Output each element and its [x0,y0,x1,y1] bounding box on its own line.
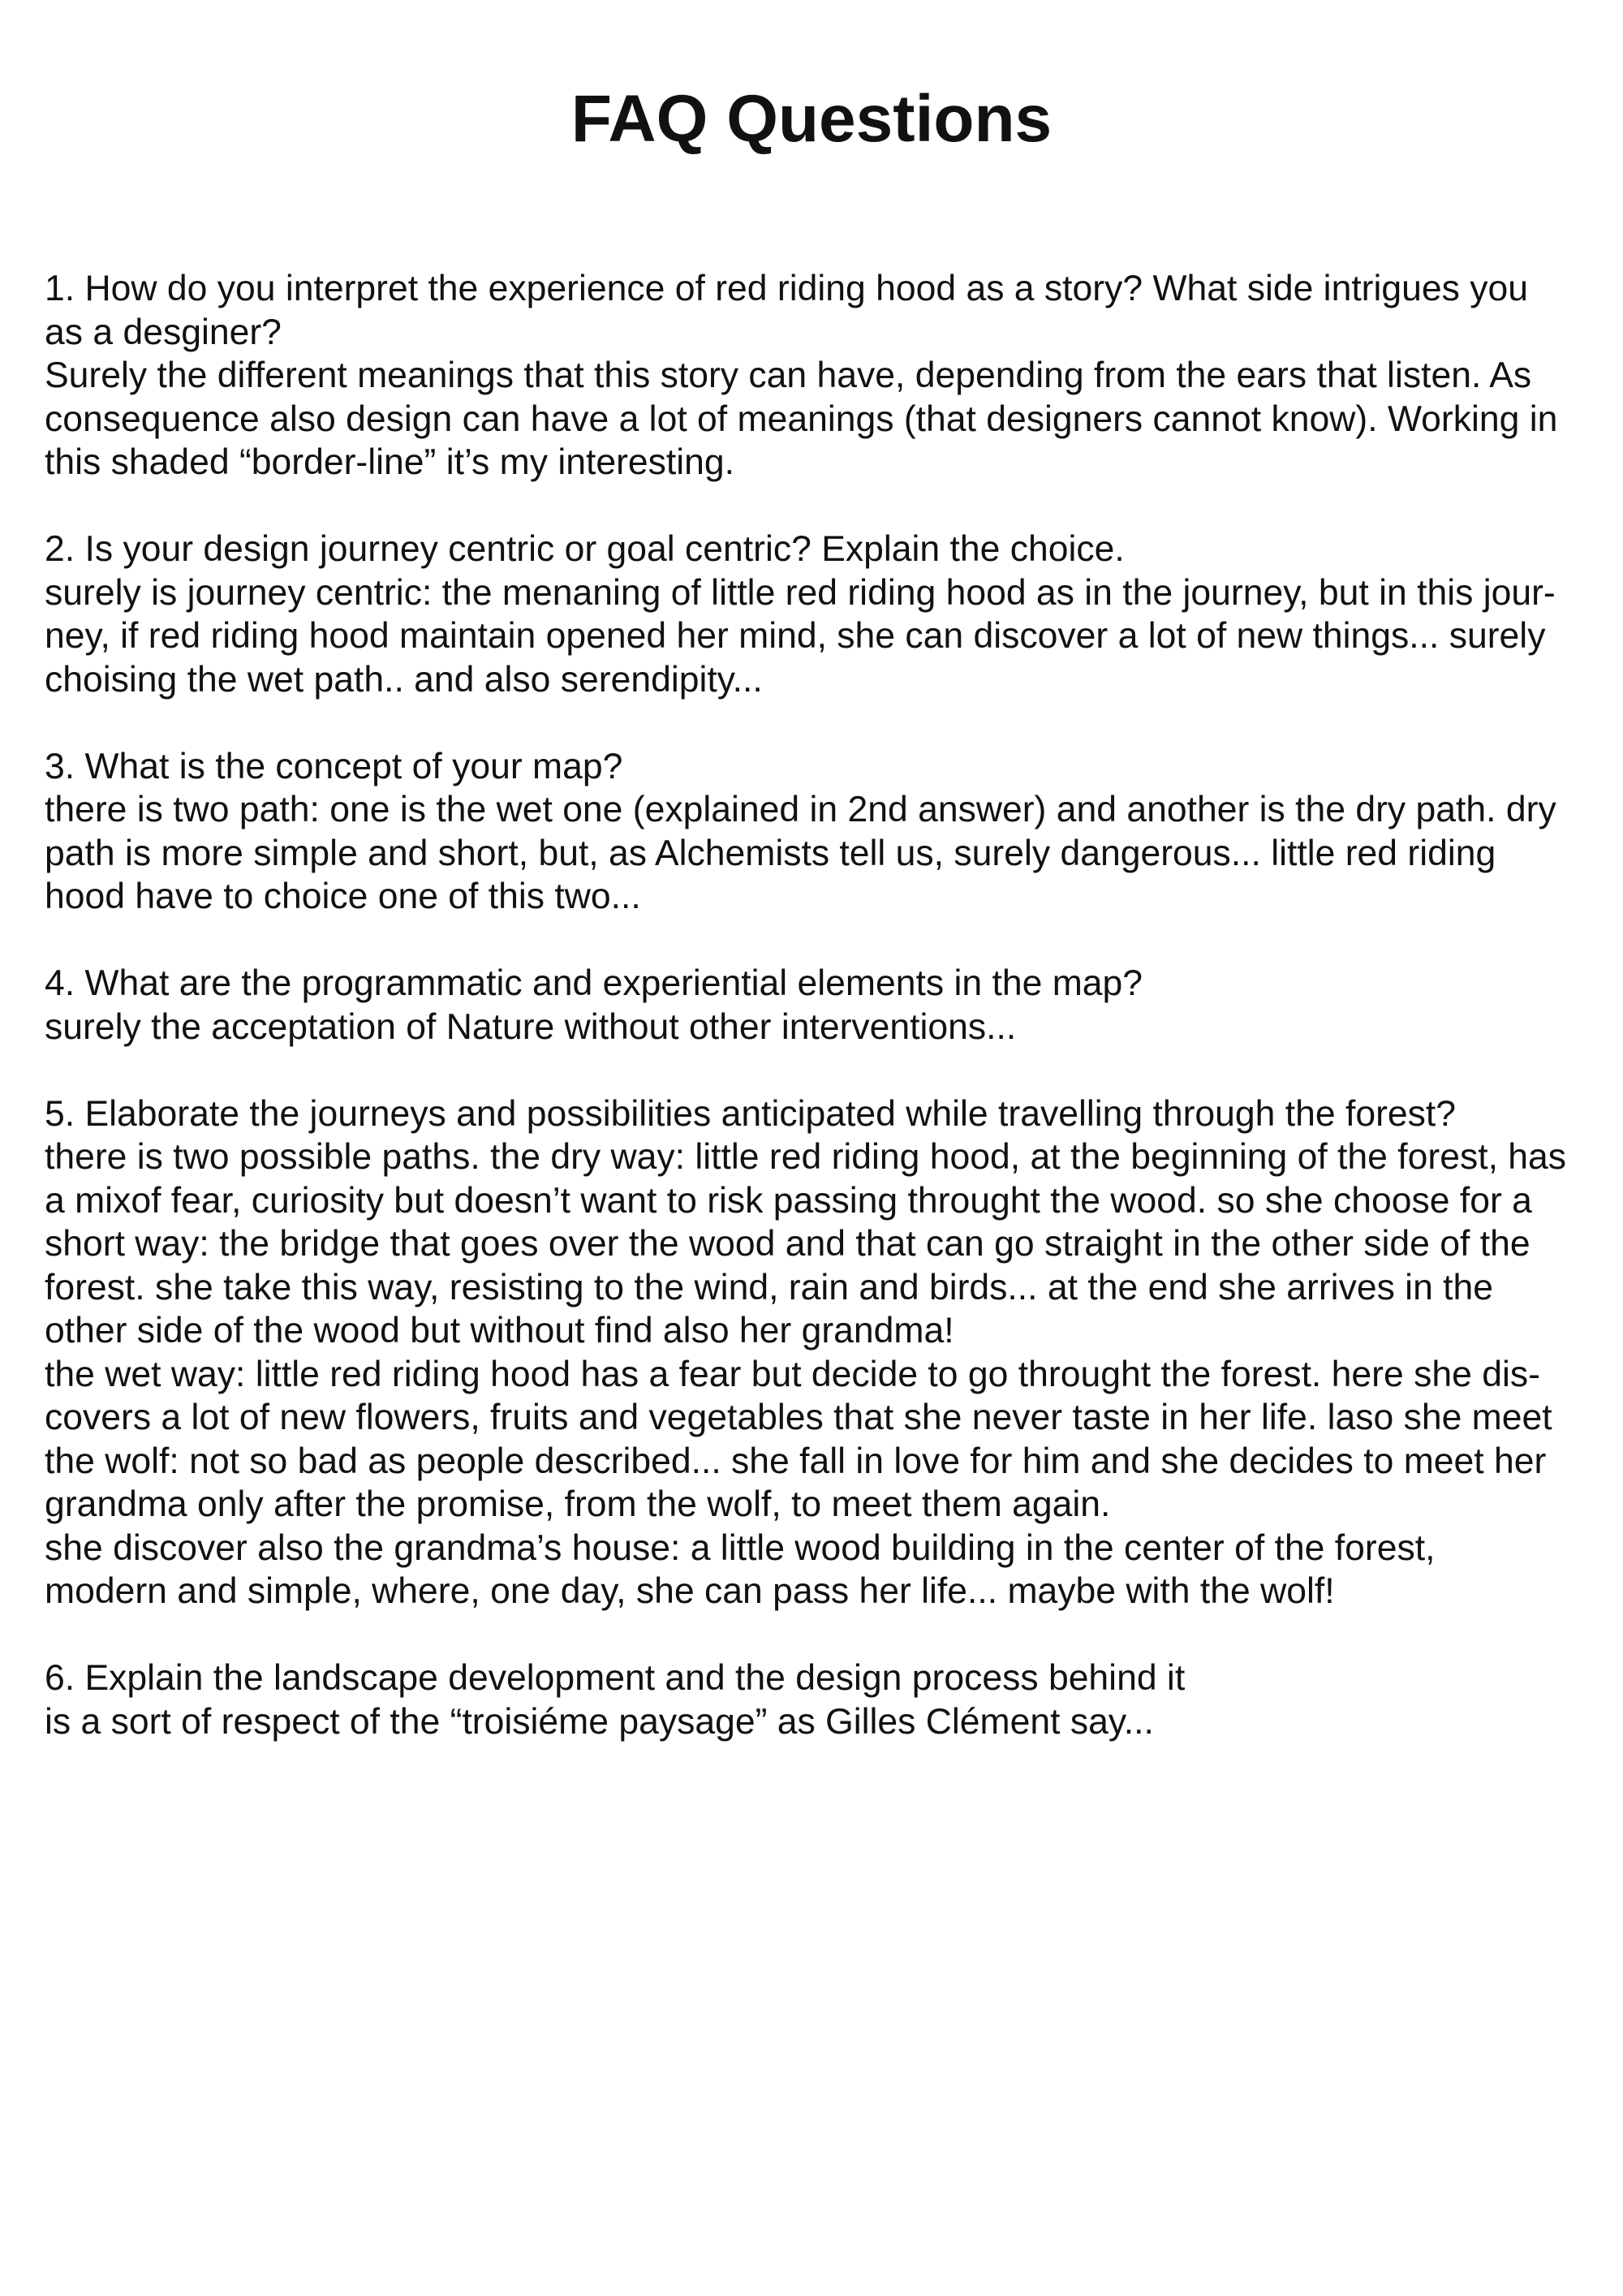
faq-answer-line: she discover also the grandma’s house: a little wood building in the center of the forest, [45,1527,1436,1568]
faq-item-4 [45,962,1611,1049]
faq-answer-line: grandma only after the promise, from the wolf, to meet them again. [45,1484,1111,1524]
faq-question: 1. How do you interpret the experience of red riding hood as a story? What side intrigues you [45,269,1528,308]
faq-item-1 [45,267,1611,485]
faq-answer-line: choising the wet path.. and also serendipity... [45,659,763,700]
faq-answer-line: the wet way: little red riding hood has a fear but decide to go throught the forest. here she dis- [45,1354,1540,1394]
faq-item-5 [45,1092,1611,1613]
faq-question: 6. Explain the landscape development and the design process behind it [45,1658,1186,1698]
faq-answer-line: the wolf: not so bad as people described... she fall in love for him and she decides to meet her [45,1441,1547,1481]
faq-answer-line: path is more simple and short, but, as Alchemists tell us, surely dangerous... little red riding [45,833,1496,873]
faq-item-6 [45,1656,1611,1743]
faq-answer-line: hood have to choice one of this two... [45,877,641,916]
faq-answer-line: this shaded “border-line” it’s my interesting. [45,442,734,482]
faq-answer-line: ney, if red riding hood maintain opened her mind, she can discover a lot of new things... surely [45,616,1546,656]
faq-item-3 [45,745,1611,919]
faq-answer-line: is a sort of respect of the “troisiéme paysage” as Gilles Clément say... [45,1701,1154,1742]
faq-answer-line: forest. she take this way, resisting to the wind, rain and birds... at the end she arrives in the [45,1267,1494,1307]
faq-answer-line: short way: the bridge that goes over the wood and that can go straight in the other side of the [45,1224,1530,1264]
faq-answer-line: Surely the different meanings that this story can have, depending from the ears that listen. As [45,355,1532,395]
faq-question-continued: as a desginer? [45,312,282,352]
faq-answer-line: surely is journey centric: the menaning of little red riding hood as in the journey, but in this jour- [45,572,1556,613]
faq-answer-line: covers a lot of new flowers, fruits and vegetables that she never taste in her life. laso she meet [45,1398,1552,1437]
faq-list [45,267,1611,1787]
faq-answer-line: surely the acceptation of Nature without other interventions... [45,1006,1017,1047]
faq-question: 5. Elaborate the journeys and possibilities anticipated while travelling through the forest? [45,1093,1457,1134]
faq-question: 4. What are the programmatic and experiential elements in the map? [45,963,1143,1003]
faq-answer-line: there is two path: one is the wet one (explained in 2nd answer) and another is the dry path. dry [45,790,1556,829]
faq-item-2 [45,528,1611,701]
faq-answer-line: modern and simple, where, one day, she can pass her life... maybe with the wolf! [45,1571,1335,1611]
faq-answer-line: other side of the wood but without find also her grandma! [45,1311,954,1350]
page-title: FAQ Questions [570,82,1053,156]
faq-answer-line: there is two possible paths. the dry way: little red riding hood, at the beginning of the forest, has [45,1137,1567,1177]
faq-question: 2. Is your design journey centric or goal centric? Explain the choice. [45,529,1125,569]
faq-answer-line: a mixof fear, curiosity but doesn’t want to risk passing throught the wood. so she choose for a [45,1180,1532,1221]
faq-answer-line: consequence also design can have a lot of meanings (that designers cannot know). Working in [45,398,1558,439]
faq-question: 3. What is the concept of your map? [45,746,623,786]
